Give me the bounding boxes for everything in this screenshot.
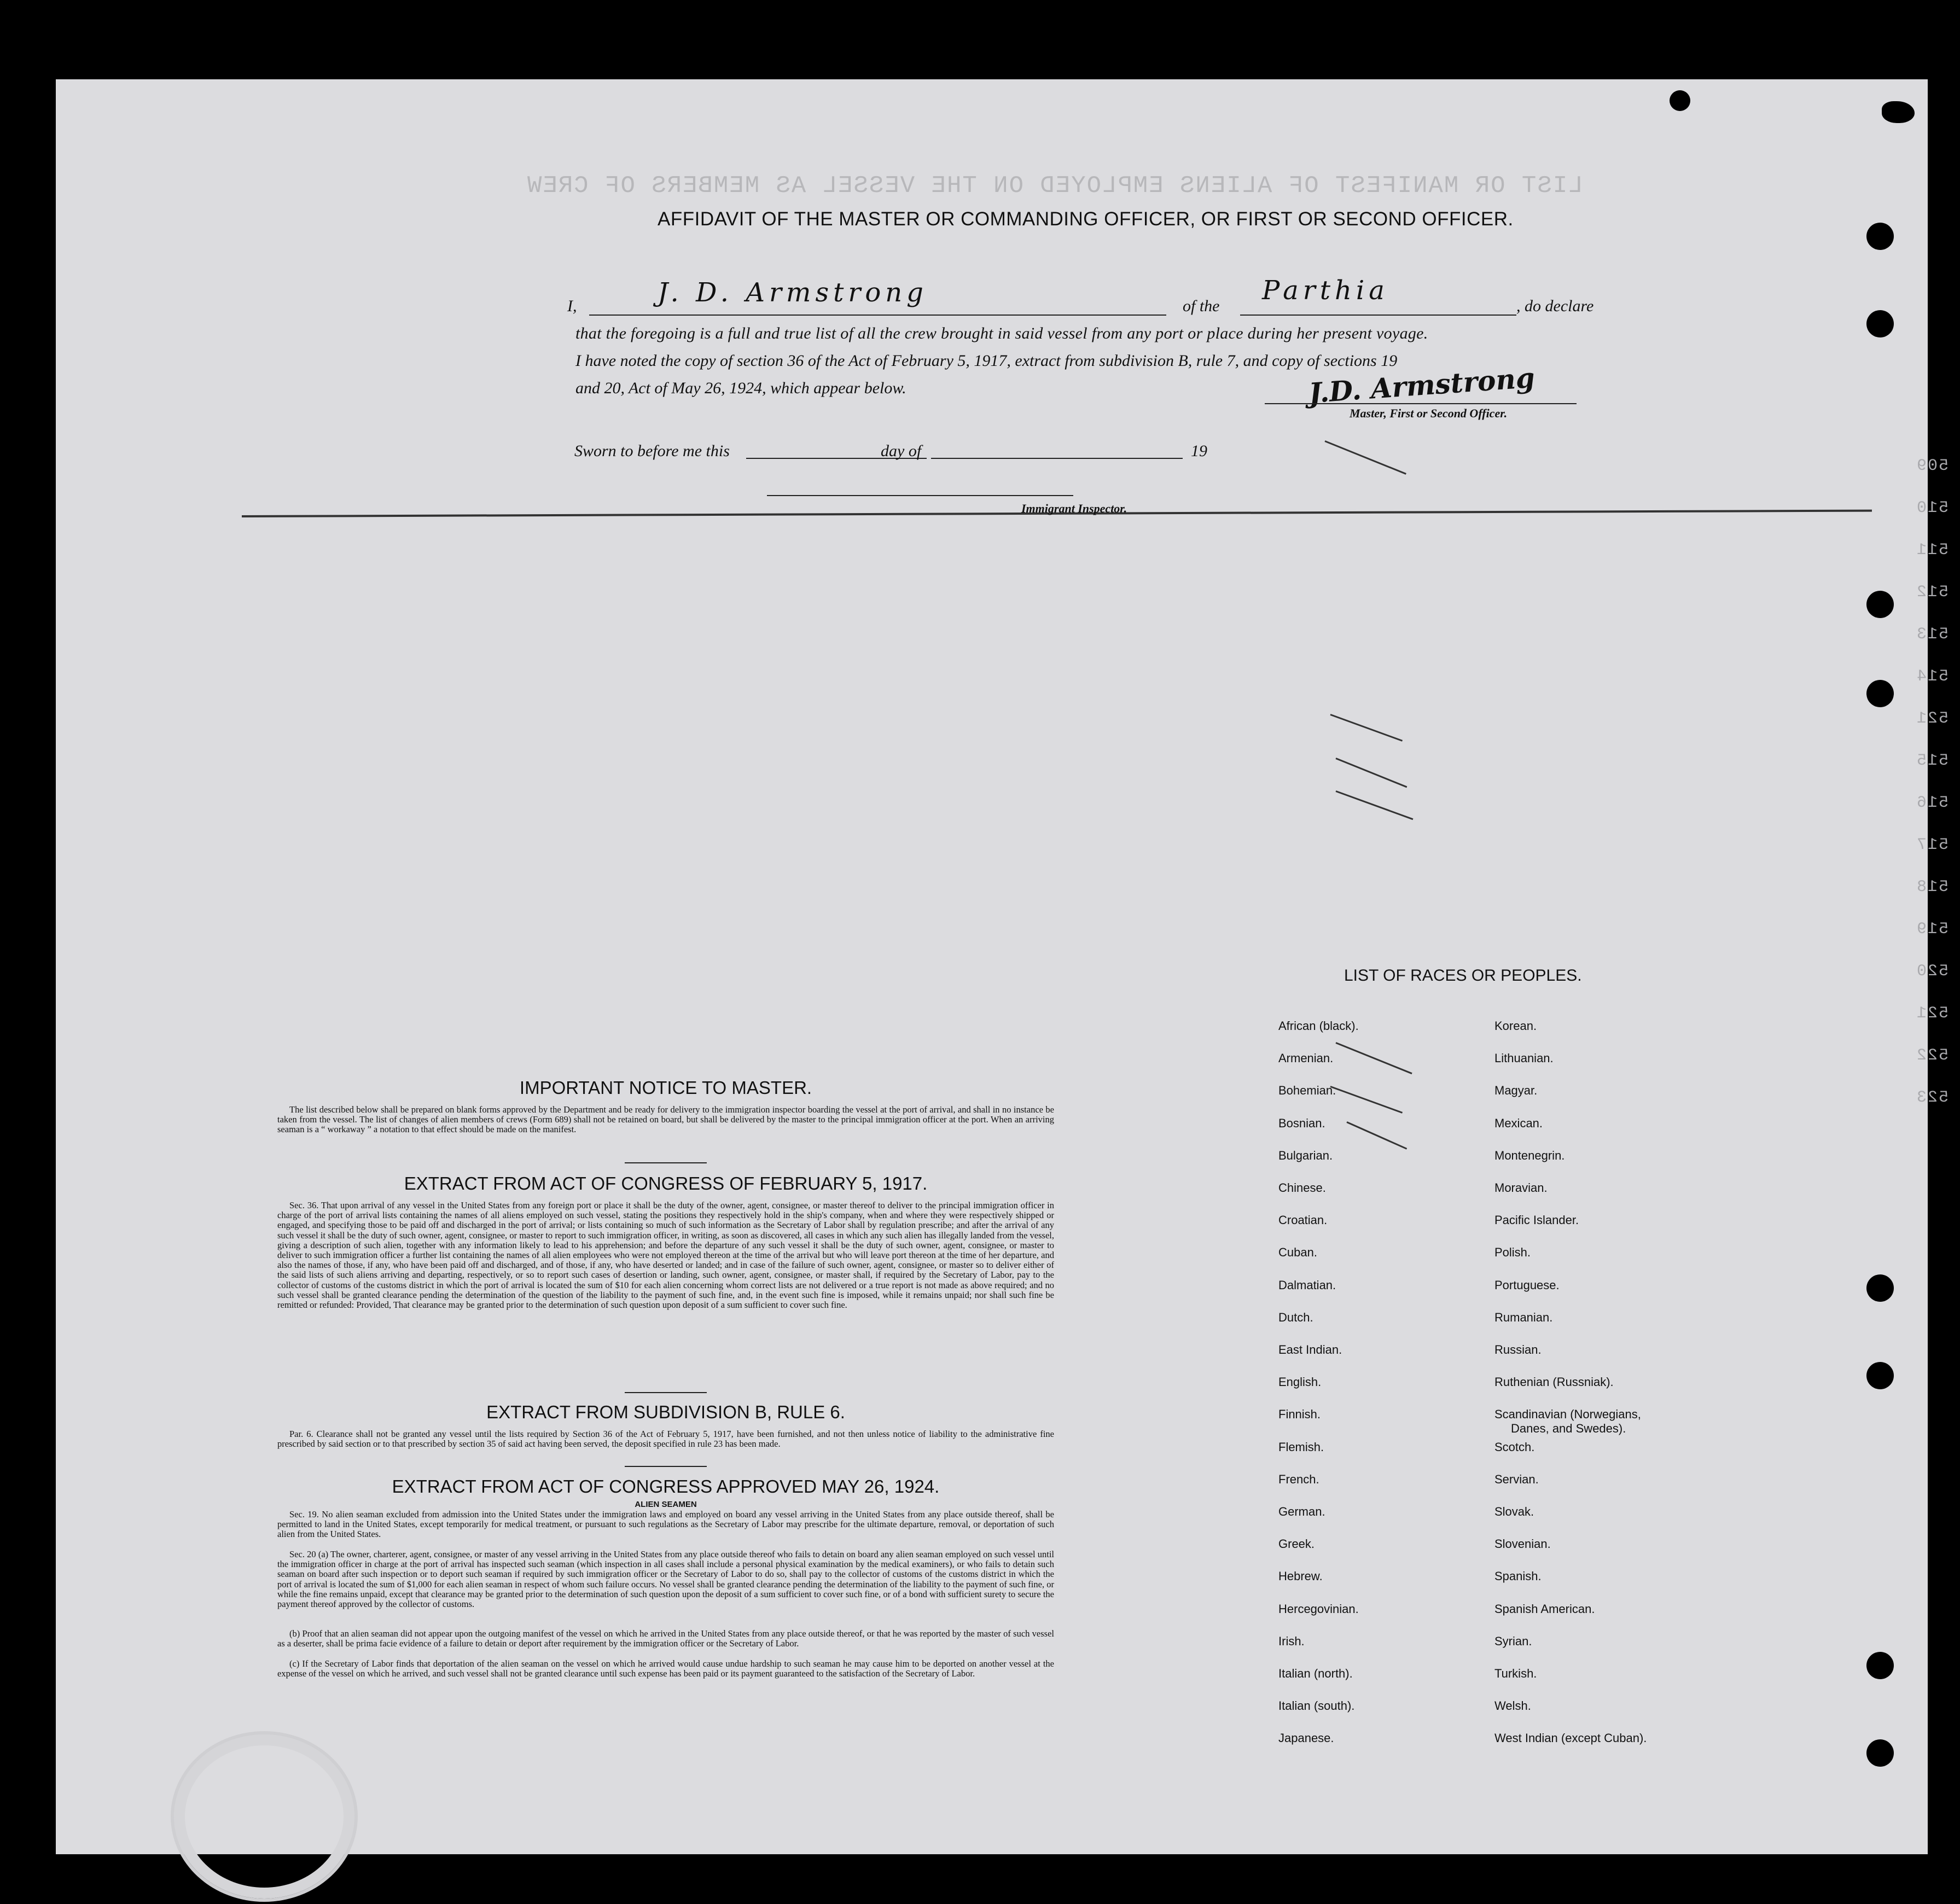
race-item: Lithuanian. [1494,1051,1554,1065]
pen-mark [1330,714,1403,742]
bleed-through-header: LIST OR MANIFEST OF ALIENS EMPLOYED ON THE VESSEL AS MEMBERS OF CREW [526,172,1583,200]
race-item: Armenian. [1278,1051,1334,1065]
bleed-through-row-number: 522 [1916,1046,1949,1065]
bleed-through-row-number: 511 [1916,541,1949,560]
race-item: Syrian. [1494,1634,1532,1648]
pen-mark [1335,758,1407,788]
signature-line [1265,403,1577,404]
affidavit-line-3: I have noted the copy of section 36 of the Act of February 5, 1917, extract from subdivision B, rule 7, and copy of sections 19 [575,352,1398,370]
race-item: Croatian. [1278,1213,1328,1227]
bleed-through-row-number: 519 [1916,920,1949,939]
race-item: Dalmatian. [1278,1278,1336,1292]
race-item: Rumanian. [1494,1310,1553,1324]
race-item: West Indian (except Cuban). [1494,1731,1647,1745]
race-item: Pacific Islander. [1494,1213,1579,1227]
binder-hole [1866,1362,1894,1389]
race-item: Slovenian. [1494,1537,1551,1551]
race-item: Ruthenian (Russniak). [1494,1375,1614,1389]
race-item: Mexican. [1494,1116,1543,1130]
race-item: Japanese. [1278,1731,1334,1745]
sworn-month-line [931,458,1183,459]
extract-1924-sec20c: (c) If the Secretary of Labor finds that deportation of the alien seaman on the vessel on which he arrived would cause undue hardship to such seaman he may cause him to be deported on another vessel at the expense of the vessel on which he arrived, and such vessel shall not be granted clearance until such expense has been paid or its payment guaranteed to the satisfaction of the Secretary of Labor. [277,1658,1054,1679]
race-item: Italian (north). [1278,1667,1353,1680]
bleed-through-row-number: 517 [1916,836,1949,854]
binder-hole [1866,591,1894,618]
punch-mark [1670,90,1690,111]
race-item: Danes, and Swedes). [1511,1422,1626,1436]
binder-hole [1866,310,1894,337]
race-item: East Indian. [1278,1343,1342,1356]
sworn-text: Sworn to before me this [574,442,730,460]
pen-mark [1346,1121,1407,1150]
extract-1917-title: EXTRACT FROM ACT OF CONGRESS OF FEBRUARY 5, 1917. [404,1173,928,1193]
race-item: Russian. [1494,1343,1542,1356]
affidavit-of-the: of the [1183,297,1220,315]
extract-1924-sec20a: Sec. 20 (a) The owner, charterer, agent, consignee, or master of any vessel arriving in the United States from any place outside thereof who fails to detain on board any alien seaman employed on such vessel until the immigration officer in charge at the port of arrival has inspected such seaman (which inspection in all cases shall include a personal physical examination by the medical examiners), or who fails to detain such seaman on board after such inspection or to deport such seaman if required by such immigration officer or the Secretary of Labor to do so, shall pay to the collector of customs of the customs district in which the port of arrival is located the sum of $1,000 for each alien seaman in respect of whom such failure occurs. No vessel shall be granted clearance pending the determination of the liability to the payment of such fine, or while the fine remains unpaid, except that clearance may be granted prior to the determination of such question upon the deposit of a sum sufficient to cover such fine, or of a bond with sufficient surety to secure the payment thereof approved by the collector of customs. [277,1549,1054,1610]
inspector-line [767,495,1073,496]
vessel-name: Parthia [1262,275,1389,306]
extract-1924-sec19: Sec. 19. No alien seaman excluded from admission into the United States under the immigration laws and employed on board any vessel arriving in the United States from any place outside thereof, shall be permitted to land in the United States, except temporarily for medical treatment, or pursuant to such regulations as the Secretary of Labor may prescribe for the ultimate departure, removal, or deportation of such alien from the United States. [277,1509,1054,1540]
pen-mark [1335,790,1413,820]
affidavit-do-declare: , do declare [1516,297,1594,315]
vessel-name-line [1240,315,1516,316]
extract-1924-title: EXTRACT FROM ACT OF CONGRESS APPROVED MAY 26, 1924. [392,1476,940,1497]
race-item: Spanish. [1494,1569,1542,1583]
section-rule [625,1466,707,1467]
race-item: African (black). [1278,1019,1359,1033]
bleed-through-row-number: 509 [1916,457,1949,475]
affidavit-line-2: that the foregoing is a full and true list of all the crew brought in said vessel from any port or place during her present voyage. [575,324,1428,342]
race-item: Finnish. [1278,1407,1321,1422]
section-rule [625,1392,707,1393]
affidavit-title: AFFIDAVIT OF THE MASTER OR COMMANDING OFFICER, OR FIRST OR SECOND OFFICER. [658,208,1514,230]
race-item: Cuban. [1278,1245,1317,1260]
notice-title: IMPORTANT NOTICE TO MASTER. [519,1078,812,1098]
race-item: Korean. [1494,1019,1537,1033]
officer-name-line [589,315,1166,316]
affidavit-i-label: I, [567,297,577,315]
binder-hole [1866,1739,1894,1767]
binder-hole [1866,680,1894,707]
punch-mark [1882,101,1915,123]
pen-mark [1335,1042,1412,1074]
race-item: Spanish American. [1494,1602,1595,1616]
bleed-through-row-number: 510 [1916,499,1949,517]
race-item: Montenegrin. [1494,1148,1565,1162]
race-item: Scandinavian (Norwegians, [1494,1407,1641,1422]
race-item: Portuguese. [1494,1278,1560,1292]
race-item: Servian. [1494,1472,1539,1486]
race-item: Slovak. [1494,1505,1534,1518]
bleed-through-row-number: 513 [1916,625,1949,644]
race-item: Chinese. [1278,1181,1326,1195]
extract-rule6-body: Par. 6. Clearance shall not be granted any vessel until the lists required by Section 36 of the Act of February 5, 1917, have been furnished, and not then unless notice of liability to the administrative fine prescribed by said section or to that prescribed by section 35 of said act having been served, the deposit specified in rule 23 has been made. [277,1429,1054,1449]
sworn-year: 19 [1191,442,1207,460]
races-title: LIST OF RACES OR PEOPLES. [1344,966,1582,985]
race-item: Magyar. [1494,1084,1538,1098]
race-item: Turkish. [1494,1667,1537,1680]
bleed-through-row-number: 521 [1916,1004,1949,1023]
bleed-through-row-number: 523 [1916,1088,1949,1107]
sworn-day-of: day of [881,442,922,460]
binder-hole [1866,1652,1894,1679]
race-item: Dutch. [1278,1310,1313,1324]
bleed-through-row-number: 521 [1916,709,1949,728]
embossed-seal [171,1731,358,1902]
race-item: German. [1278,1505,1325,1518]
race-item: Bohemian. [1278,1084,1336,1098]
pen-mark [1330,1086,1403,1114]
race-item: Italian (south). [1278,1699,1355,1713]
race-item: English. [1278,1375,1322,1389]
signature: J.D. Armstrong [1307,361,1536,410]
race-item: Irish. [1278,1634,1305,1648]
extract-1924-sec20b: (b) Proof that an alien seaman did not appear upon the outgoing manifest of the vessel on which he arrived in the United States from any place outside thereof, or that he was reported by the master of such vessel as a deserter, shall be prima facie evidence of a failure to detain or deport after requirement by the immigration officer or the Secretary of Labor. [277,1628,1054,1649]
signature-caption: Master, First or Second Officer. [1350,406,1508,420]
race-item: Polish. [1494,1245,1531,1260]
binder-hole [1866,1274,1894,1302]
notice-body: The list described below shall be prepared on blank forms approved by the Department and be ready for delivery to the immigration inspector boarding the vessel at the port of arrival, and shall in no instance be taken from the vessel. The list of changes of alien members of crews (Form 689) shall not be retained on board, but shall be delivered by the master to the principal immigration officer at the port. When an arriving seaman is a “ workaway ” a notation to that effect should be made on the manifest. [277,1104,1054,1135]
race-item: Greek. [1278,1537,1315,1551]
extract-rule6-title: EXTRACT FROM SUBDIVISION B, RULE 6. [486,1402,845,1422]
bleed-through-row-number: 514 [1916,667,1949,686]
bleed-through-row-number: 516 [1916,794,1949,812]
race-item: Scotch. [1494,1440,1535,1454]
binder-hole [1866,223,1894,250]
officer-name: J. D. Armstrong [658,277,928,308]
race-item: Bulgarian. [1278,1148,1333,1162]
extract-1917-body: Sec. 36. That upon arrival of any vessel in the United States from any foreign port or place it shall be the duty of the owner, agent, consignee, or master thereof to deliver to the principal immigration officer in charge of the port of arrival lists containing the names of all aliens employed on such vessel, stating the positions they respectively hold in the ship's company, when and where they were respectively shipped or engaged, and specifying those to be paid off and discharged in the port of arrival; or lists containing so much of such information as the Secretary of Labor shall by regulation prescribe; and after the arrival of any such vessel it shall be the duty of such owner, agent, consignee, or master to report to such immigration officer, in writing, as soon as discovered, all cases in which any such alien has illegally landed from the vessel, giving a description of such alien, together with any information likely to lead to his apprehension; and before the departure of any such vessel it shall be the duty of such owner, agent, consignee, or master to deliver to such immigration officer a further list containing the names of all alien employees who were not employed thereon at the time of the arrival but who will leave port thereon at the time of her departure, and also the names of those, if any, who have been paid off and discharged, and of those, if any, who have deserted or landed; and in case of the failure of such owner, agent, consignee, or master so to deliver either of the said lists of such aliens arriving and departing, respectively, or so to report such cases of desertion or landing, such owner, agent, consignee, or master shall, if required by the Secretary of Labor, pay to the collector of customs of the customs district in which the port of arrival is located the sum of $10 for each alien concerning whom correct lists are not delivered or a true report is not made as above required; and no such vessel shall be granted clearance pending the determination of the question of the liability to the payment of such fine, and, in the event such fine is imposed, while it remains unpaid; nor shall such fine be remitted or refunded: Provided, That clearance may be granted prior to the determination of such question upon deposit of a sum sufficient to cover such fine. [277,1200,1054,1311]
inspector-caption: Immigrant Inspector. [1021,502,1127,515]
race-item: French. [1278,1472,1319,1486]
pen-mark [1324,440,1406,475]
bleed-through-row-number: 512 [1916,583,1949,602]
bleed-through-row-number: 518 [1916,878,1949,896]
extract-1924-subtitle: ALIEN SEAMEN [635,1500,697,1509]
race-item: Flemish. [1278,1440,1324,1454]
bleed-through-row-number: 520 [1916,962,1949,981]
race-item: Hebrew. [1278,1569,1323,1583]
affidavit-line-4: and 20, Act of May 26, 1924, which appear below. [575,379,906,397]
race-item: Hercegovinian. [1278,1602,1359,1616]
section-rule [625,1162,707,1163]
bleed-through-row-number: 515 [1916,752,1949,770]
race-item: Moravian. [1494,1181,1548,1195]
race-item: Welsh. [1494,1699,1531,1713]
race-item: Bosnian. [1278,1116,1325,1130]
document-page [56,79,1949,1854]
